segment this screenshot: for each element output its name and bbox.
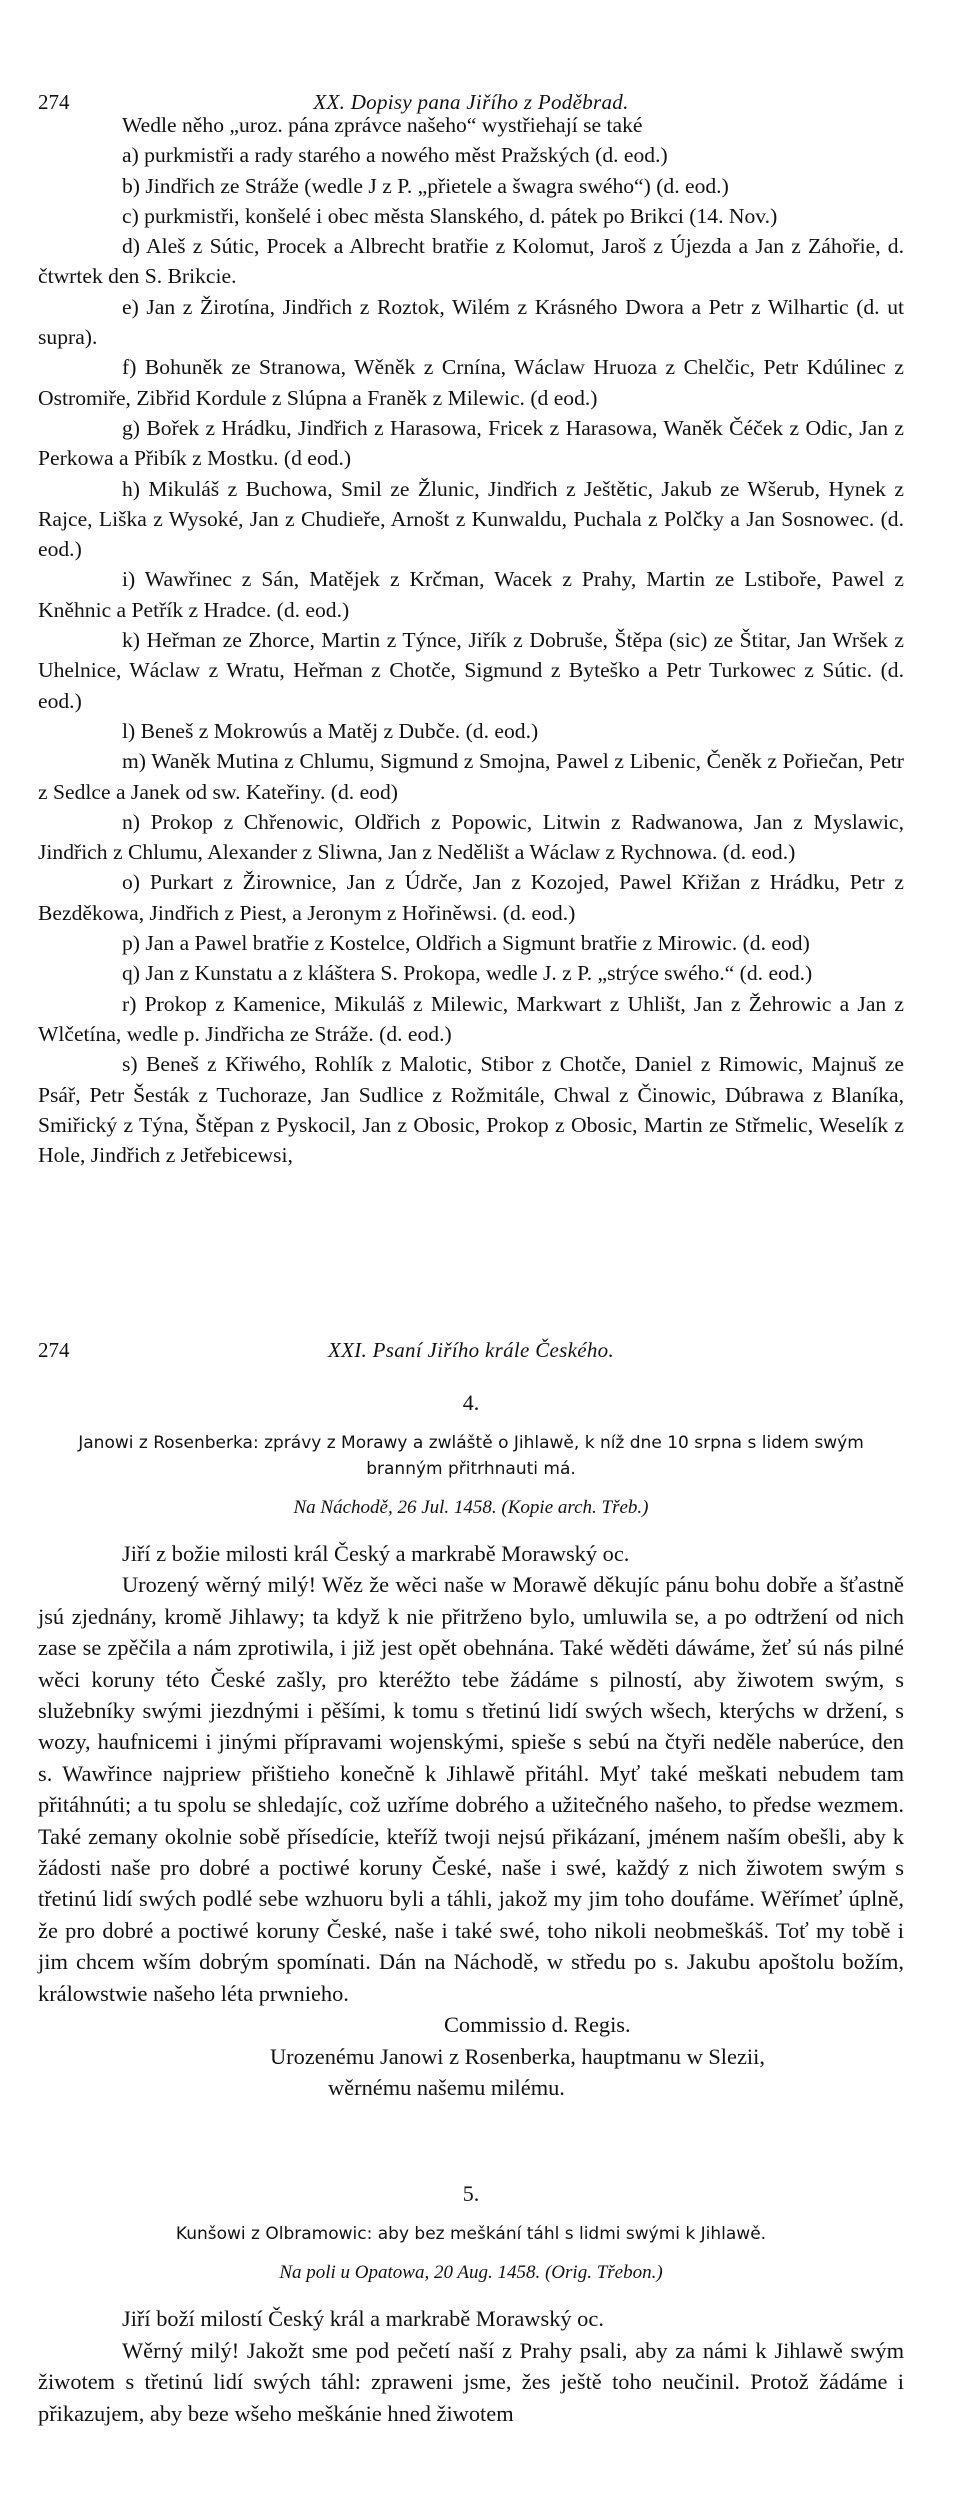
list-item: a) purkmistři a rady starého a nowého měst Pražských (d. eod.) xyxy=(122,143,668,168)
document-dateline: Na Náchodě, 26 Jul. 1458. (Kopie arch. Třeb.) xyxy=(293,1497,649,1518)
top-page-header xyxy=(38,0,904,114)
page-number: 274 xyxy=(38,90,70,114)
address-line: Urozenému Janowi z Rosenberka, hauptmanu w Slezii, xyxy=(270,2043,765,2069)
document-dateline: Na poli u Opatowa, 20 Aug. 1458. (Orig. Třebon.) xyxy=(279,2262,663,2284)
list-item: h) Mikuláš z Buchowa, Smil ze Žlunic, Jindřich z Ještětic, Jakub ze Wšerub, Hynek z Rajce, Liška z Wysoké, Jan z Chudieře, Arnošt z Kunwaldu, Puchala z Polčky a Jan Sosnowec. (d. eod.) xyxy=(38,476,904,562)
list-item: i) Wawřinec z Sán, Matějek z Krčman, Wacek z Prahy, Martin ze Lstiboře, Pawel z Kněhnic a Petřík z Hradce. (d. eod.) xyxy=(38,567,904,622)
list-item: r) Prokop z Kamenice, Mikuláš z Milewic, Markwart z Uhlišt, Jan z Žehrowic a Jan z Wlčetína, wedle p. Jindřicha ze Stráže. (d. eod.) xyxy=(38,991,904,1046)
signature: Commissio d. Regis. xyxy=(444,2012,631,2038)
running-title: XXI. Psaní Jiřího krále Českého. xyxy=(327,1338,615,1362)
list-item: k) Heřman ze Zhorce, Martin z Týnce, Jiřík z Dobruše, Štěpa (sic) ze Štitar, Jan Wršek z Uhelnice, Wáclaw z Wratu, Heřman z Chotče, Sigmund z Byteško a Petr Turkowec z Sútic. (d. eod.) xyxy=(38,628,904,713)
list-item: f) Bohuněk ze Stranowa, Wěněk z Crnína, Wáclaw Hruoza z Chelčic, Petr Kdúlinec z Ostromiře, Zibřid Kordule z Slúpna a Franěk z Milewic. (d eod.) xyxy=(38,355,904,410)
address-line: wěrnému našemu milému. xyxy=(328,2074,565,2100)
list-item: n) Prokop z Chřenowic, Oldřich z Popowic, Litwin z Radwanowa, Jan z Myslawic, Jindřich z Chlumu, Alexander z Sliwna, Jan z Nedělišt a Wáclaw z Rychnowa. (d. eod.) xyxy=(38,809,904,865)
list-item: p) Jan a Pawel bratřie z Kostelce, Oldřich a Sigmunt bratřie z Mirowic. (d. eod) xyxy=(122,931,810,956)
intro-line: Wedle něho „uroz. pána zprávce našeho“ wystřiehají se také xyxy=(122,113,643,137)
document-summary: Kunšowi z Olbramowic: aby bez meškání táhl s lidmi swými k Jihlawě. xyxy=(175,2224,767,2245)
running-title: XX. Dopisy pana Jiřího z Poděbrad. xyxy=(313,90,629,114)
list-item: c) purkmistři, konšelé i obec města Slanského, d. pátek po Brikci (14. Nov.) xyxy=(122,203,778,228)
top-page xyxy=(38,0,904,1170)
document-number: 5. xyxy=(462,2181,480,2207)
document-summary: Janowi z Rosenberka: zprávy z Morawy a zwláště o Jihlawě, k níž dne 10 srpna s lidem swým branným přitrhnauti má. xyxy=(78,1433,864,1479)
letter-body: Wěrný milý! Jakožt sme pod pečetí naší z Prahy psali, aby za námi k Jihlawě swým žiwotem s třetinú lidí swých táhl: zpraweni jsme, žes ještě toho neučinil. Protož žádáme i přikazujem, aby beze wšeho meškánie hned žiwotem xyxy=(38,2337,904,2426)
bottom-page xyxy=(38,1318,904,2429)
list-item: q) Jan z Kunstatu a z kláštera S. Prokopa, wedle J. z P. „strýce swého.“ (d. eod.) xyxy=(122,961,813,986)
list-item: m) Waněk Mutina z Chlumu, Sigmund z Smojna, Pawel z Libenic, Čeněk z Pořiečan, Petr z Sedlce a Janek od sw. Kateřiny. (d. eod) xyxy=(38,749,904,804)
list-item: d) Aleš z Sútic, Procek a Albrecht bratřie z Kolomut, Jaroš z Újezda a Jan z Záhořie, d. čtwrtek den S. Brikcie. xyxy=(38,234,904,289)
bottom-page-header xyxy=(38,1318,904,1374)
letter-body: Urozený wěrný milý! Wěz že wěci naše w Morawě děkujíc pánu bohu dobře a šťastně jsú zjednány, kromě Jihlawy; ta když k nie přitrženo bylo, umluwila se, a po odtržení od nich zase se zpěčila a nám zprotiwila, i již jest opět obehnána. Také wěděti dáwáme, žeť sú nás pilné wěci koruny této České zašly, pro kteréžto tebe žádáme s pilností, aby žiwotem swým, s služebníky swými jiezdnými i pěšími, k tomu s třetinú lidí swých wšech, kterýchs w držení, s wozy, haufnicemi i jinými přípravami wojenskými, spieše s sebú na čtyři neděle naberúce, den s. Wawřince najpriew přištieho konečně k Jihlawě přitáhl. Myť také meškati nebudem tam přitáhnúti; a tu spolu se shledajíc, což uzříme dobrého a užitečného našeho, to předse wezmem. Také zemany okolnie sobě přísedície, kteříž twoji nejsú přikázaní, jménem naším obešli, aby k žádosti naše pro dobré a poctiwé koruny České, naše i swé, každý z nich žiwotem swým s třetinú lidí swých podlé sebe wzhuoru byli a táhli, jakož my jim toho doufáme. Wěřímeť úplně, že pro dobré a poctiwé koruny České, naše i také swé, toho nikoli neobmeškáš. Toť my tobě i jim chcem wším dobrým spomínati. Dán na Náchodě, w středu po s. Jakubu apoštolu božím, králowstwie našeho léta prwnieho. xyxy=(38,1572,904,2006)
salutation: Jiří boží milostí Český král a markrabě Morawský oc. xyxy=(122,2306,604,2332)
list-item: l) Beneš z Mokrowús a Matěj z Dubče. (d. eod.) xyxy=(122,718,539,743)
list-item: o) Purkart z Žirownice, Jan z Údrče, Jan z Kozojed, Pawel Křižan z Hrádku, Petr z Bezděkowa, Jindřich z Piest, a Jeronym z Hořiněwsi. (d. eod.) xyxy=(38,870,904,925)
list-item: e) Jan z Žirotína, Jindřich z Roztok, Wilém z Krásného Dwora a Petr z Wilhartic (d. ut supra). xyxy=(38,294,904,350)
document-5 xyxy=(38,2181,904,2429)
page-number: 274 xyxy=(38,1338,70,1362)
list-item: b) Jindřich ze Stráže (wedle J z P. „přietele a šwagra swého“) (d. eod.) xyxy=(122,173,729,198)
salutation: Jiří z božie milosti král Český a markrabě Morawský oc. xyxy=(122,1541,630,1566)
list-item: g) Bořek z Hrádku, Jindřich z Harasowa, Fricek z Harasowa, Waněk Čéček z Odic, Jan z Perkowa a Přibík z Mostku. (d eod.) xyxy=(38,415,904,471)
document-4 xyxy=(38,1390,904,2103)
document-number: 4. xyxy=(462,1390,480,1415)
list-item: s) Beneš z Křiwého, Rohlík z Malotic, Stibor z Chotče, Daniel z Rimowic, Majnuš ze Psář, Petr Šesták z Tuchoraze, Jan Sudlice z Rožmitále, Chwal z Činowic, Dúbrawa z Blaníka, Smiřický z Týna, Štěpan z Pyskocil, Jan z Obosic, Prokop z Obosic, Martin ze Střmelic, Weselík z Hole, Jindřich z Jetřebicewsi, xyxy=(38,1052,904,1168)
